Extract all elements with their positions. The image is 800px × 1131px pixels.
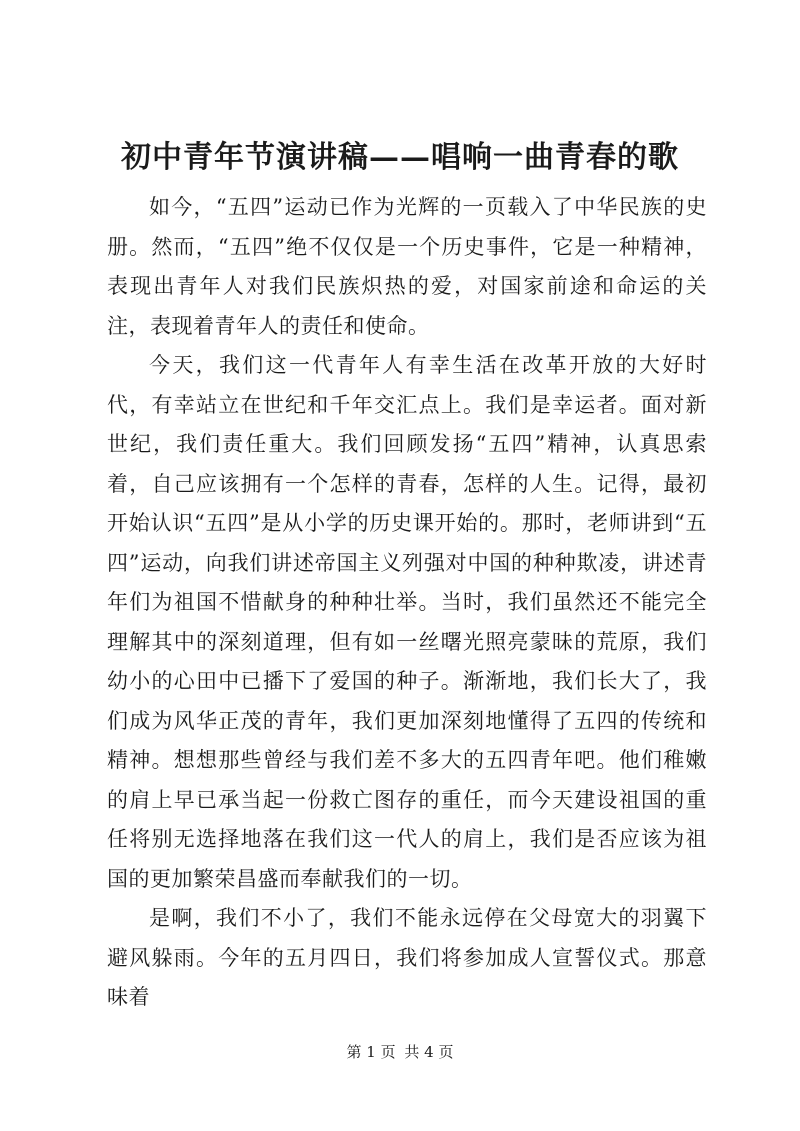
paragraph-1: 如今，“五四”运动已作为光辉的一页载入了中华民族的史册。然而，“五四”绝不仅仅是一个历史事件，它是一种精神，表现出青年人对我们民族炽热的爱，对国家前途和命运的关注，表现着青年人的责任和使命。 [107, 195, 707, 338]
page-footer [0, 1042, 800, 1062]
paragraph-2: 今天，我们这一代青年人有幸生活在改革开放的大好时代，有幸站立在世纪和千年交汇点上。我们是幸运者。面对新世纪，我们责任重大。我们回顾发扬“五四”精神，认真思索着，自己应该拥有一个怎样的青春，怎样的人生。记得，最初开始认识“五四”是从小学的历史课开始的。那时，老师讲到“五四”运动，向我们讲述帝国主义列强对中国的种种欺凌，讲述青年们为祖国不惜献身的种种壮举。当时，我们虽然还不能完全理解其中的深刻道理，但有如一丝曙光照亮蒙昧的荒原，我们幼小的心田中已播下了爱国的种子。渐渐地，我们长大了，我们成为风华正茂的青年，我们更加深刻地懂得了五四的传统和精神。想想那些曾经与我们差不多大的五四青年吧。他们稚嫩的肩上早已承当起一份救亡图存的重任，而今天建设祖国的重任将别无选择地落在我们这一代人的肩上，我们是否应该为祖国的更加繁荣昌盛而奉献我们的一切。 [107, 353, 707, 891]
paragraph-3: 是啊，我们不小了，我们不能永远停在父母宽大的羽翼下避风躲雨。今年的五月四日，我们将参加成人宣誓仪式。那意味着 [107, 906, 707, 1009]
document-title: 初中青年节演讲稿——唱响一曲青春的歌 [121, 140, 679, 175]
page-number: 第 1 页 [346, 1043, 396, 1061]
page-total: 共 4 页 [404, 1043, 454, 1061]
document-body [107, 188, 707, 1018]
